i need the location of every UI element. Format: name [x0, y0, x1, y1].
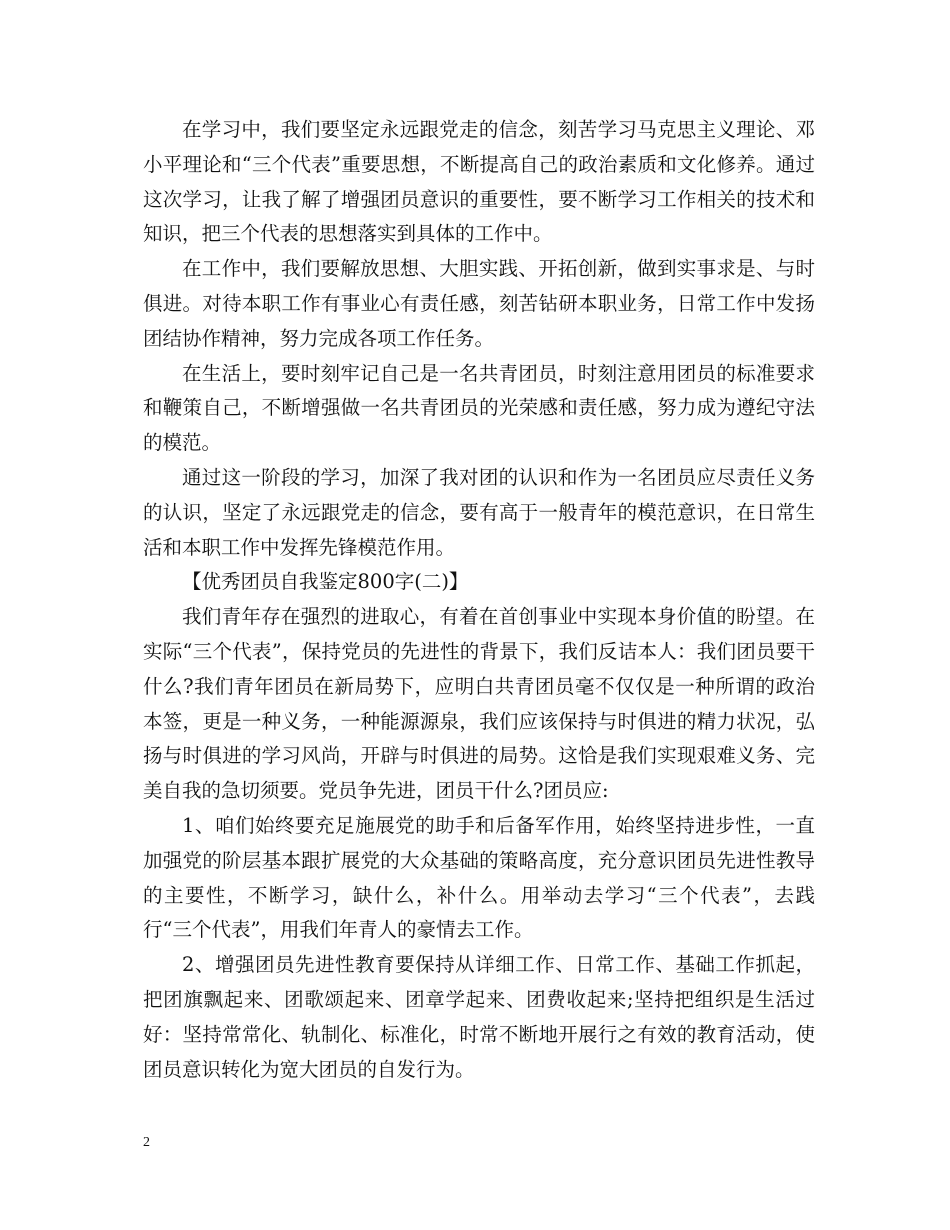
paragraph-point-2: 2、增强团员先进性教育要保持从详细工作、日常工作、基础工作抓起，把团旗飘起来、团歌颂起来、团章学起来、团费收起来;坚持把组织是生活过好：坚持常常化、轨制化、标准化，时常不断地开展行之有效的教育活动，使团员意识转化为宽大团员的自发行为。: [143, 953, 815, 1081]
paragraph-life: 在生活上，要时刻牢记自己是一名共青团员，时刻注意用团员的标准要求和鞭策自己，不断增强做一名共青团员的光荣感和责任感，努力成为遵纪守法的模范。: [143, 361, 815, 455]
page-number: 2: [143, 1135, 150, 1150]
section-heading: 【优秀团员自我鉴定800字(二)】: [182, 570, 469, 594]
paragraph-work: 在工作中，我们要解放思想、大胆实践、开拓创新，做到实事求是、与时俱进。对待本职工作有事业心有责任感，刻苦钻研本职业务，日常工作中发扬团结协作精神，努力完成各项工作任务。: [143, 257, 815, 350]
document-body: [143, 113, 815, 1087]
paragraph-intro: 我们青年存在强烈的进取心，有着在首创事业中实现本身价值的盼望。在实际“三个代表”，保持党员的先进性的背景下，我们反诘本人：我们团员要干什么?我们青年团员在新局势下，应明白共青团员毫不仅仅是一种所谓的政治本签，更是一种义务，一种能源源泉，我们应该保持与时俱进的精力状况，弘扬与时俱进的学习风尚，开辟与时俱进的局势。这恰是我们实现艰难义务、完美自我的急切须要。党员争先进，团员干什么?团员应:: [143, 605, 815, 803]
paragraph-point-1: 1、咱们始终要充足施展党的助手和后备军作用，始终坚持进步性，一直加强党的阶层基本跟扩展党的大众基础的策略高度，充分意识团员先进性教导的主要性，不断学习，缺什么，补什么。用举动去学习“三个代表”，去践行“三个代表”，用我们年青人的豪情去工作。: [143, 813, 815, 942]
paragraph-study: 在学习中，我们要坚定永远跟党走的信念，刻苦学习马克思主义理论、邓小平理论和“三个代表”重要思想，不断提高自己的政治素质和文化修养。通过这次学习，让我了解了增强团员意识的重要性，要不断学习工作相关的技术和知识，把三个代表的思想落实到具体的工作中。: [143, 118, 815, 246]
paragraph-summary: 通过这一阶段的学习，加深了我对团的认识和作为一名团员应尽责任义务的认识，坚定了永远跟党走的信念，要有高于一般青年的模范意识，在日常生活和本职工作中发挥先锋模范作用。: [143, 465, 815, 559]
